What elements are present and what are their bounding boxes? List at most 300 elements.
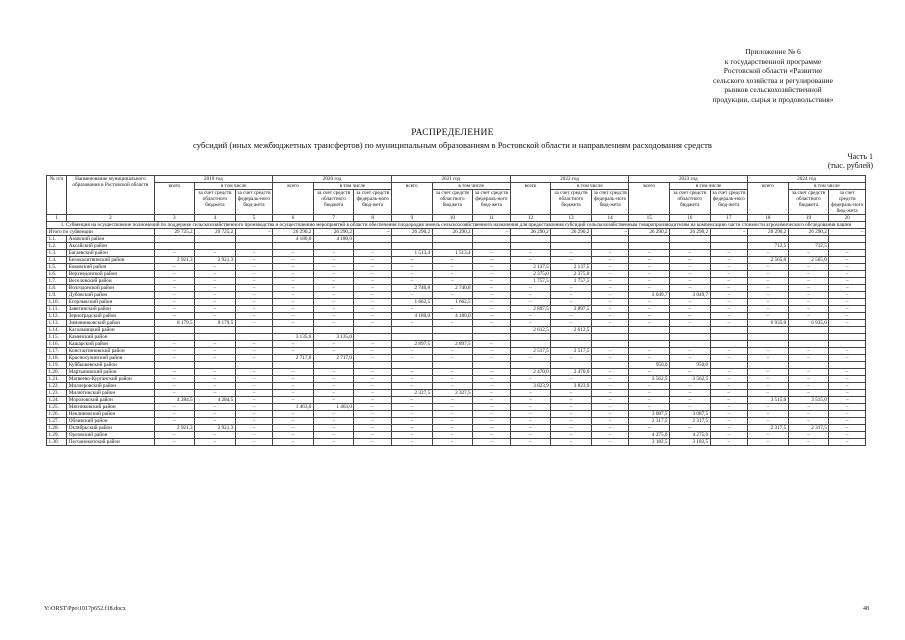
table-cell — [748, 327, 789, 334]
table-cell: – — [510, 355, 551, 362]
table-cell — [748, 236, 789, 243]
table-cell: – — [354, 432, 392, 439]
table-cell: – — [669, 264, 710, 271]
table-cell: – — [669, 397, 710, 404]
table-cell: – — [510, 418, 551, 425]
table-cell: – — [473, 418, 511, 425]
table-cell: – — [710, 397, 748, 404]
header-total: всего — [391, 183, 432, 215]
table-cell: – — [669, 348, 710, 355]
table-cell — [669, 334, 710, 341]
table-cell: – — [551, 411, 592, 418]
row-name: Каменский район — [67, 334, 154, 341]
table-body — [47, 222, 866, 446]
row-name: Мясниковский район — [67, 404, 154, 411]
total-cell: 26 290,2 — [391, 229, 432, 236]
table-cell: – — [829, 432, 866, 439]
table-cell: – — [195, 292, 236, 299]
table-cell: 2 612,5 — [551, 327, 592, 334]
table-cell: 950,0 — [629, 362, 670, 369]
table-cell: – — [354, 397, 392, 404]
table-cell: – — [510, 390, 551, 397]
table-cell: – — [354, 404, 392, 411]
table-cell — [432, 327, 473, 334]
table-cell: – — [235, 299, 273, 306]
table-cell: – — [710, 432, 748, 439]
table-cell: 950,0 — [669, 362, 710, 369]
table-cell — [154, 362, 195, 369]
table-cell: – — [273, 278, 314, 285]
table-cell: – — [432, 376, 473, 383]
table-row — [47, 383, 866, 390]
header-year: 2023 год — [629, 176, 748, 183]
table-row — [47, 271, 866, 278]
table-row — [47, 418, 866, 425]
total-cell: – — [591, 229, 629, 236]
table-cell: – — [273, 390, 314, 397]
table-cell — [391, 334, 432, 341]
table-cell: – — [235, 383, 273, 390]
table-cell: – — [591, 397, 629, 404]
table-cell: – — [154, 383, 195, 390]
table-cell: – — [313, 313, 354, 320]
table-cell: 1 513,4 — [432, 250, 473, 257]
table-cell — [710, 362, 748, 369]
table-cell: – — [551, 285, 592, 292]
row-name: Орловский район — [67, 432, 154, 439]
table-cell — [629, 236, 670, 243]
table-cell: – — [354, 425, 392, 432]
table-row — [47, 397, 866, 404]
table-cell: – — [551, 425, 592, 432]
table-cell — [235, 327, 273, 334]
header-regional: за счет средств областного бюджета — [195, 190, 236, 215]
table-cell: – — [195, 348, 236, 355]
table-cell: 2 375,0 — [510, 271, 551, 278]
table-cell: – — [591, 355, 629, 362]
table-cell — [669, 341, 710, 348]
header-regional: за счет средств областного бюджета — [432, 190, 473, 215]
table-cell: – — [788, 285, 829, 292]
table-cell: – — [235, 250, 273, 257]
column-number: 9 — [391, 215, 432, 222]
table-cell: – — [273, 348, 314, 355]
table-cell — [629, 341, 670, 348]
table-cell: – — [510, 439, 551, 446]
table-cell: 2 565,0 — [788, 257, 829, 264]
table-cell: – — [391, 439, 432, 446]
column-number: 19 — [788, 215, 829, 222]
table-cell: 3 182,5 — [629, 439, 670, 446]
table-cell — [391, 236, 432, 243]
table-cell: – — [473, 271, 511, 278]
table-cell: – — [829, 271, 866, 278]
total-cell: 26 290,2 — [432, 229, 473, 236]
table-cell: – — [195, 271, 236, 278]
table-row — [47, 390, 866, 397]
table-cell: – — [354, 285, 392, 292]
table-cell — [510, 341, 551, 348]
row-name: Багаевский район — [67, 250, 154, 257]
table-cell: – — [510, 292, 551, 299]
table-cell: – — [551, 376, 592, 383]
table-total-row — [47, 229, 866, 236]
total-cell: 26 290,2 — [788, 229, 829, 236]
table-cell: – — [591, 425, 629, 432]
table-cell: – — [354, 341, 392, 348]
table-cell: – — [354, 390, 392, 397]
header-federal: за счет средств федераль-ного бюд-жета — [354, 190, 392, 215]
table-cell: – — [273, 425, 314, 432]
table-cell: – — [629, 425, 670, 432]
table-cell: 8 179,5 — [154, 320, 195, 327]
table-cell: – — [354, 418, 392, 425]
table-cell: – — [473, 313, 511, 320]
table-cell — [235, 362, 273, 369]
table-cell: – — [591, 411, 629, 418]
table-cell: 2 317,5 — [788, 425, 829, 432]
row-number: 1.2. — [47, 243, 67, 250]
table-cell: – — [829, 292, 866, 299]
table-cell — [829, 334, 866, 341]
table-cell: – — [829, 299, 866, 306]
table-cell: – — [391, 355, 432, 362]
table-cell: – — [273, 397, 314, 404]
table-cell: – — [829, 397, 866, 404]
table-cell: – — [273, 306, 314, 313]
column-number: 3 — [154, 215, 195, 222]
table-cell: – — [788, 369, 829, 376]
table-cell: – — [829, 306, 866, 313]
section-caption: 1. Субвенция на осуществление полномочий по поддержке сельскохозяйственного производства и осуществлению мероприятий в области обеспечения плодородия земель сельскохозяйственного назначения для предоставления субсидий сельскохозяйственным товаропроизводителям на компенсацию части стоимости агрохимического обследования пашни — [47, 222, 866, 229]
table-cell: – — [154, 292, 195, 299]
header-total: всего — [273, 183, 314, 215]
table-cell: – — [154, 404, 195, 411]
table-cell: – — [235, 271, 273, 278]
table-row — [47, 411, 866, 418]
document-title: РАСПРЕДЕЛЕНИЕ — [411, 128, 494, 138]
table-cell: – — [354, 278, 392, 285]
table-cell: – — [432, 257, 473, 264]
row-name: Константиновский район — [67, 348, 154, 355]
table-cell: – — [154, 306, 195, 313]
table-cell: – — [591, 271, 629, 278]
table-cell: 2 317,5 — [669, 418, 710, 425]
column-number: 1 — [47, 215, 67, 222]
table-cell — [391, 362, 432, 369]
table-cell: – — [273, 264, 314, 271]
row-name: Миллеровский район — [67, 383, 154, 390]
table-cell: – — [432, 397, 473, 404]
table-cell: – — [591, 257, 629, 264]
table-cell — [591, 334, 629, 341]
table-cell: – — [154, 285, 195, 292]
table-cell: 3 562,5 — [629, 376, 670, 383]
header-year: 2019 год — [154, 176, 273, 183]
table-cell: – — [591, 264, 629, 271]
table-cell: – — [629, 278, 670, 285]
table-cell: – — [391, 418, 432, 425]
table-row — [47, 250, 866, 257]
table-cell: – — [748, 411, 789, 418]
row-name: Неклиновский район — [67, 411, 154, 418]
table-cell — [829, 327, 866, 334]
table-row — [47, 369, 866, 376]
table-row — [47, 334, 866, 341]
table-cell: 8 179,5 — [195, 320, 236, 327]
table-cell: 1 662,5 — [432, 299, 473, 306]
table-cell: – — [235, 418, 273, 425]
header-including: в том числе — [788, 183, 865, 190]
table-cell: 4 284,5 — [195, 397, 236, 404]
table-cell: – — [510, 404, 551, 411]
table-cell: – — [710, 376, 748, 383]
annex-line: сельского хозяйства и регулирование — [713, 75, 833, 85]
table-cell: – — [195, 376, 236, 383]
table-cell: – — [154, 313, 195, 320]
table-cell: – — [235, 257, 273, 264]
table-cell: – — [354, 250, 392, 257]
table-cell: – — [748, 369, 789, 376]
table-cell: – — [195, 341, 236, 348]
annex-header — [660, 47, 886, 105]
table-cell — [432, 243, 473, 250]
table-cell: – — [788, 292, 829, 299]
table-cell: – — [273, 341, 314, 348]
table-cell: – — [473, 390, 511, 397]
table-cell: – — [473, 285, 511, 292]
table-cell: – — [748, 418, 789, 425]
table-cell: – — [829, 404, 866, 411]
table-cell: – — [313, 264, 354, 271]
table-cell — [551, 243, 592, 250]
table-cell: – — [195, 418, 236, 425]
table-cell: – — [788, 418, 829, 425]
table-cell: – — [235, 348, 273, 355]
table-cell — [629, 334, 670, 341]
table-cell: – — [473, 383, 511, 390]
table-cell: – — [432, 355, 473, 362]
table-cell — [313, 327, 354, 334]
table-cell: – — [788, 383, 829, 390]
table-cell: 4 284,5 — [154, 397, 195, 404]
table-cell: – — [591, 306, 629, 313]
table-cell: – — [354, 411, 392, 418]
table-cell — [829, 236, 866, 243]
table-cell: – — [748, 390, 789, 397]
row-name: Обливский район — [67, 418, 154, 425]
table-cell — [710, 334, 748, 341]
table-cell: 4 275,0 — [629, 432, 670, 439]
table-row — [47, 236, 866, 243]
table-cell: – — [710, 404, 748, 411]
table-cell: – — [591, 285, 629, 292]
table-cell — [432, 236, 473, 243]
table-cell: – — [154, 369, 195, 376]
table-cell — [591, 243, 629, 250]
table-cell: – — [510, 411, 551, 418]
table-cell: – — [748, 278, 789, 285]
table-cell: 6 935,0 — [788, 320, 829, 327]
table-cell: – — [391, 425, 432, 432]
table-cell: – — [591, 292, 629, 299]
header-federal: за счет средств федераль-ного бюд-жета — [829, 190, 866, 215]
table-cell: – — [195, 369, 236, 376]
table-cell: – — [354, 306, 392, 313]
table-cell: – — [629, 320, 670, 327]
table-cell: – — [354, 271, 392, 278]
table-cell: – — [710, 390, 748, 397]
table-cell: – — [154, 271, 195, 278]
row-name: Матвеево-Курганский район — [67, 376, 154, 383]
table-cell: – — [591, 418, 629, 425]
table-row — [47, 425, 866, 432]
table-cell: – — [629, 250, 670, 257]
table-cell: – — [432, 348, 473, 355]
table-cell — [788, 236, 829, 243]
row-number: 1.7. — [47, 278, 67, 285]
table-row — [47, 432, 866, 439]
table-cell: – — [473, 376, 511, 383]
table-cell: – — [788, 376, 829, 383]
row-number: 1.18. — [47, 355, 67, 362]
table-cell: – — [591, 313, 629, 320]
table-cell — [710, 341, 748, 348]
table-cell: 712,5 — [748, 243, 789, 250]
row-name: Заветинский район — [67, 306, 154, 313]
table-cell: – — [710, 355, 748, 362]
table-cell: – — [788, 355, 829, 362]
table-cell: – — [788, 348, 829, 355]
table-cell: – — [354, 299, 392, 306]
table-cell: – — [195, 439, 236, 446]
table-cell: – — [235, 369, 273, 376]
table-cell: – — [391, 292, 432, 299]
table-cell: – — [195, 411, 236, 418]
table-cell: – — [748, 299, 789, 306]
row-number: 1.15. — [47, 334, 67, 341]
table-cell: – — [748, 264, 789, 271]
header-name: Наименование муниципального образования в Ростовской области — [67, 176, 154, 215]
row-name: Морозовский район — [67, 397, 154, 404]
table-cell: – — [710, 271, 748, 278]
table-cell — [510, 243, 551, 250]
table-cell: 3 135,0 — [313, 334, 354, 341]
table-cell: – — [551, 397, 592, 404]
table-cell: – — [235, 320, 273, 327]
table-cell: – — [669, 355, 710, 362]
table-cell: – — [391, 271, 432, 278]
table-cell: – — [154, 250, 195, 257]
table-cell: – — [235, 404, 273, 411]
total-cell: – — [829, 229, 866, 236]
table-cell: – — [710, 425, 748, 432]
table-cell: – — [551, 390, 592, 397]
table-cell: – — [273, 369, 314, 376]
column-number: 17 — [710, 215, 748, 222]
table-cell: – — [669, 369, 710, 376]
header-federal: за счет средств федераль-ного бюд-жета — [473, 190, 511, 215]
row-number: 1.24. — [47, 397, 67, 404]
table-cell — [432, 334, 473, 341]
table-cell: – — [591, 439, 629, 446]
table-cell: 2 740,8 — [391, 285, 432, 292]
table-cell: – — [313, 292, 354, 299]
table-cell — [154, 243, 195, 250]
table-cell: – — [669, 320, 710, 327]
part-label — [828, 152, 873, 170]
table-cell: – — [510, 250, 551, 257]
table-cell — [354, 243, 392, 250]
table-cell: – — [313, 439, 354, 446]
table-cell: – — [432, 320, 473, 327]
table-cell — [829, 243, 866, 250]
table-cell: – — [710, 348, 748, 355]
table-cell — [473, 334, 511, 341]
table-row — [47, 362, 866, 369]
table-cell: – — [710, 383, 748, 390]
table-cell: – — [235, 306, 273, 313]
column-number: 8 — [354, 215, 392, 222]
table-cell: – — [391, 348, 432, 355]
row-number: 1.20. — [47, 369, 67, 376]
table-cell: – — [273, 376, 314, 383]
table-cell: – — [669, 299, 710, 306]
table-row — [47, 313, 866, 320]
table-cell: – — [473, 425, 511, 432]
row-number: 1.8. — [47, 285, 67, 292]
table-cell: – — [710, 257, 748, 264]
table-row — [47, 320, 866, 327]
table-cell: 3 087,5 — [669, 411, 710, 418]
table-cell: 4 180,0 — [273, 236, 314, 243]
table-cell: – — [273, 411, 314, 418]
table-cell — [629, 327, 670, 334]
table-cell: – — [273, 418, 314, 425]
table-cell: – — [391, 397, 432, 404]
row-number: 1.17. — [47, 348, 67, 355]
part-number: Часть 1 — [847, 152, 873, 161]
table-cell: 3 087,5 — [629, 411, 670, 418]
table-cell — [510, 334, 551, 341]
table-cell: – — [629, 306, 670, 313]
table-cell: – — [391, 369, 432, 376]
table-cell: 1 463,0 — [313, 404, 354, 411]
table-cell: – — [748, 313, 789, 320]
table-cell — [154, 236, 195, 243]
table-cell: – — [473, 341, 511, 348]
total-cell: – — [473, 229, 511, 236]
table-cell: 2 137,5 — [551, 264, 592, 271]
table-cell: – — [313, 411, 354, 418]
table-cell: – — [432, 404, 473, 411]
row-number: 1.1. — [47, 236, 67, 243]
table-cell: – — [710, 320, 748, 327]
column-number: 12 — [510, 215, 551, 222]
table-cell: – — [591, 299, 629, 306]
table-cell: – — [629, 348, 670, 355]
row-number: 1.30. — [47, 439, 67, 446]
table-cell: – — [669, 278, 710, 285]
table-cell: – — [391, 383, 432, 390]
row-number: 1.9. — [47, 292, 67, 299]
table-cell: – — [629, 397, 670, 404]
table-cell — [154, 327, 195, 334]
table-cell: – — [829, 264, 866, 271]
table-cell: – — [154, 278, 195, 285]
table-cell — [788, 327, 829, 334]
table-cell: – — [195, 306, 236, 313]
